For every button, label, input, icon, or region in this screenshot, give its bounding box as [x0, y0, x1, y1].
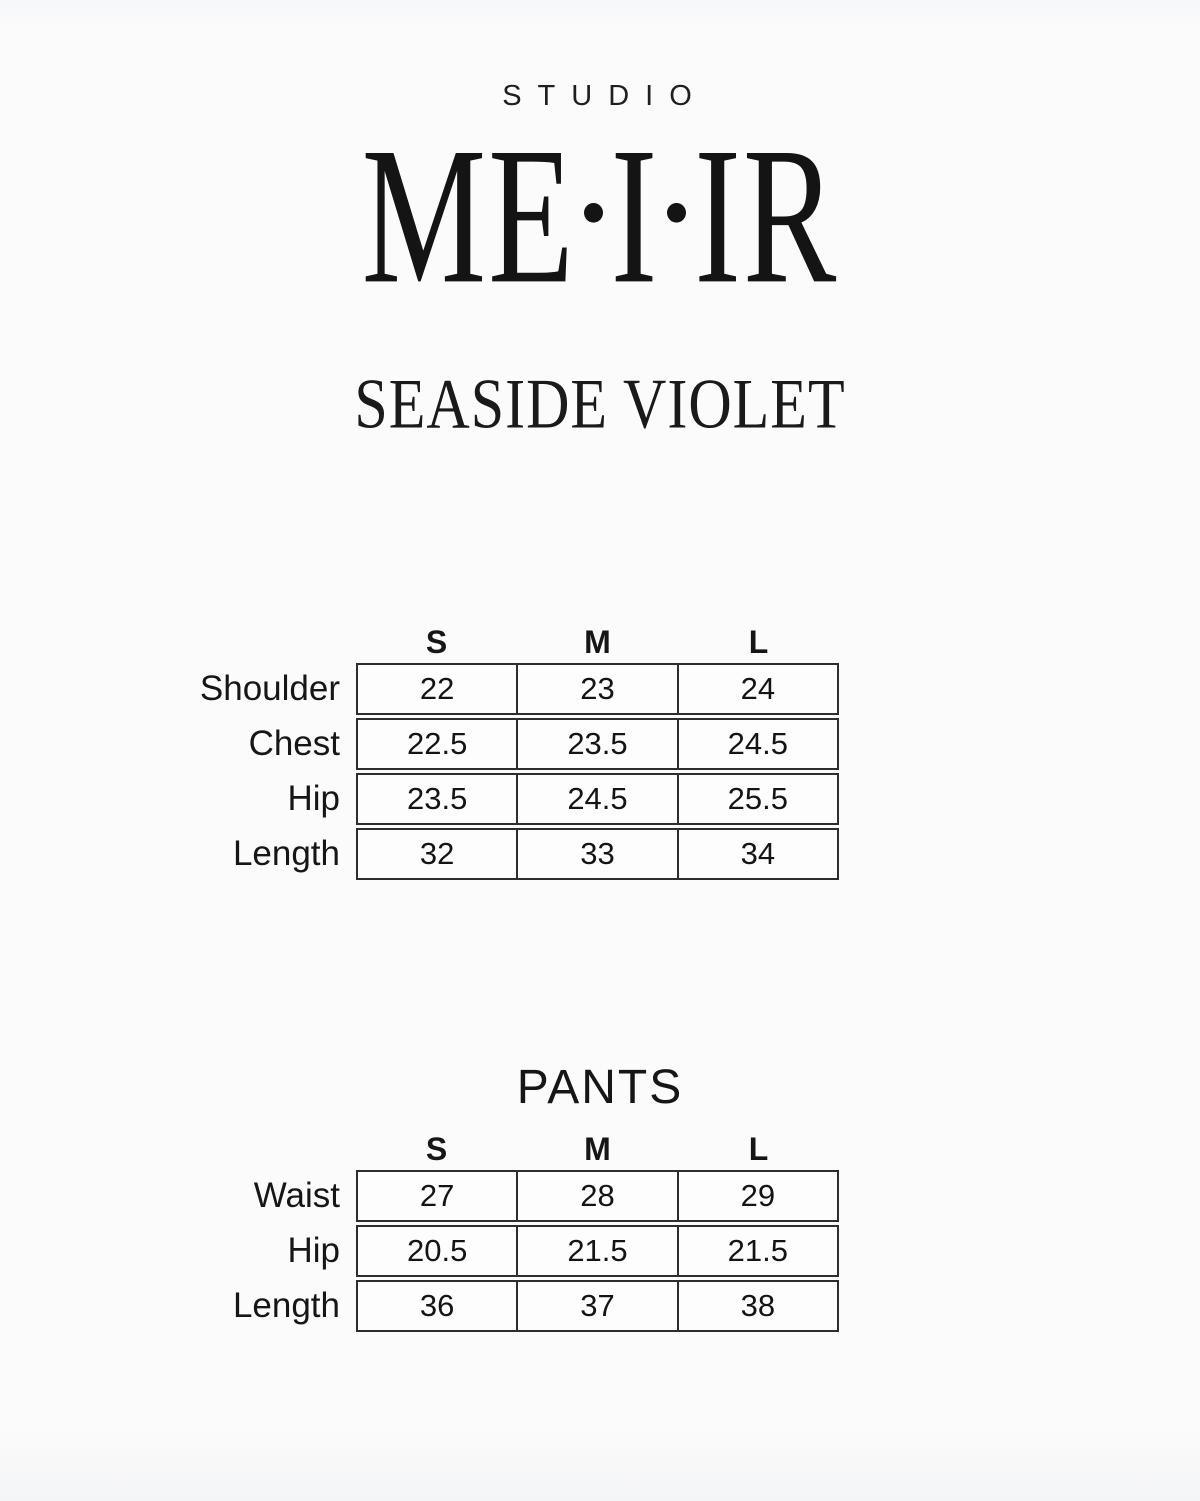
- measurement-value-cell: 33: [516, 830, 676, 878]
- wordmark-letter-i2: I: [694, 107, 743, 325]
- measurement-row-label: Hip: [287, 779, 340, 818]
- table-header-spacer: [100, 625, 356, 659]
- table-row-hip: [100, 773, 855, 825]
- measurement-value-cell: 29: [677, 1172, 837, 1220]
- measurement-value-cell: 28: [516, 1172, 676, 1220]
- size-column-header-l: L: [748, 1131, 769, 1167]
- measurement-row-label: Waist: [253, 1176, 340, 1215]
- measurement-value-cell: 21.5: [677, 1227, 837, 1275]
- measurement-value-cell: 37: [516, 1282, 676, 1330]
- product-title: SEASIDE VIOLET: [354, 365, 846, 443]
- wordmark-letter-r: R: [742, 107, 839, 325]
- measurement-value-cell: 22.5: [406, 726, 468, 761]
- table-header-spacer: [100, 1132, 356, 1166]
- brand-wordmark: [0, 107, 1200, 325]
- wordmark-dot-icon: [584, 203, 603, 223]
- measurement-value-cell: 21.5: [516, 1227, 676, 1275]
- pants-table-title: PANTS: [516, 1061, 684, 1114]
- wordmark-letter-m: M: [361, 107, 489, 325]
- measurement-value-cell: 24: [677, 665, 837, 713]
- measurement-row-label: Hip: [287, 1231, 340, 1270]
- measurement-value-cell: 32: [419, 836, 455, 871]
- table-row-length: [100, 828, 855, 880]
- size-column-header-s: S: [425, 624, 448, 660]
- measurement-value-cell: 23.5: [516, 720, 676, 768]
- measurement-row-label: Shoulder: [199, 669, 340, 708]
- brand-studio-text: STUDIO: [502, 80, 708, 112]
- table-row-hip: [100, 1225, 855, 1277]
- size-column-header-m: M: [584, 1131, 611, 1167]
- table-row-chest: [100, 718, 855, 770]
- pants-size-table-header: [100, 1132, 855, 1166]
- table-row-length: [100, 1280, 855, 1332]
- table-row-waist: [100, 1170, 855, 1222]
- measurement-value-cell: 34: [677, 830, 837, 878]
- measurement-value-cell: 38: [677, 1282, 837, 1330]
- wordmark-letter-e: E: [488, 107, 576, 325]
- measurement-value-cell: 23: [516, 665, 676, 713]
- measurement-value-cell: 27: [419, 1178, 455, 1213]
- measurement-value-cell: 22: [419, 671, 455, 706]
- measurement-value-cell: 24.5: [516, 775, 676, 823]
- measurement-value-cell: 20.5: [406, 1233, 468, 1268]
- measurement-value-cell: 24.5: [677, 720, 837, 768]
- top-size-table: [100, 625, 855, 883]
- pants-size-table: [100, 1132, 855, 1335]
- measurement-row-label: Length: [232, 1286, 340, 1325]
- table-row-shoulder: [100, 663, 855, 715]
- top-size-table-header: [100, 625, 855, 659]
- size-column-header-m: M: [584, 624, 611, 660]
- brand-wordmark-letters: [361, 107, 839, 325]
- measurement-value-cell: 25.5: [677, 775, 837, 823]
- wordmark-dot-icon: [667, 203, 686, 223]
- measurement-value-cell: 36: [419, 1288, 455, 1323]
- size-column-header-s: S: [425, 1131, 448, 1167]
- size-column-header-l: L: [748, 624, 769, 660]
- measurement-row-label: Chest: [248, 724, 340, 763]
- measurement-row-label: Length: [232, 834, 340, 873]
- measurement-value-cell: 23.5: [406, 781, 468, 816]
- wordmark-letter-i1: I: [610, 107, 660, 325]
